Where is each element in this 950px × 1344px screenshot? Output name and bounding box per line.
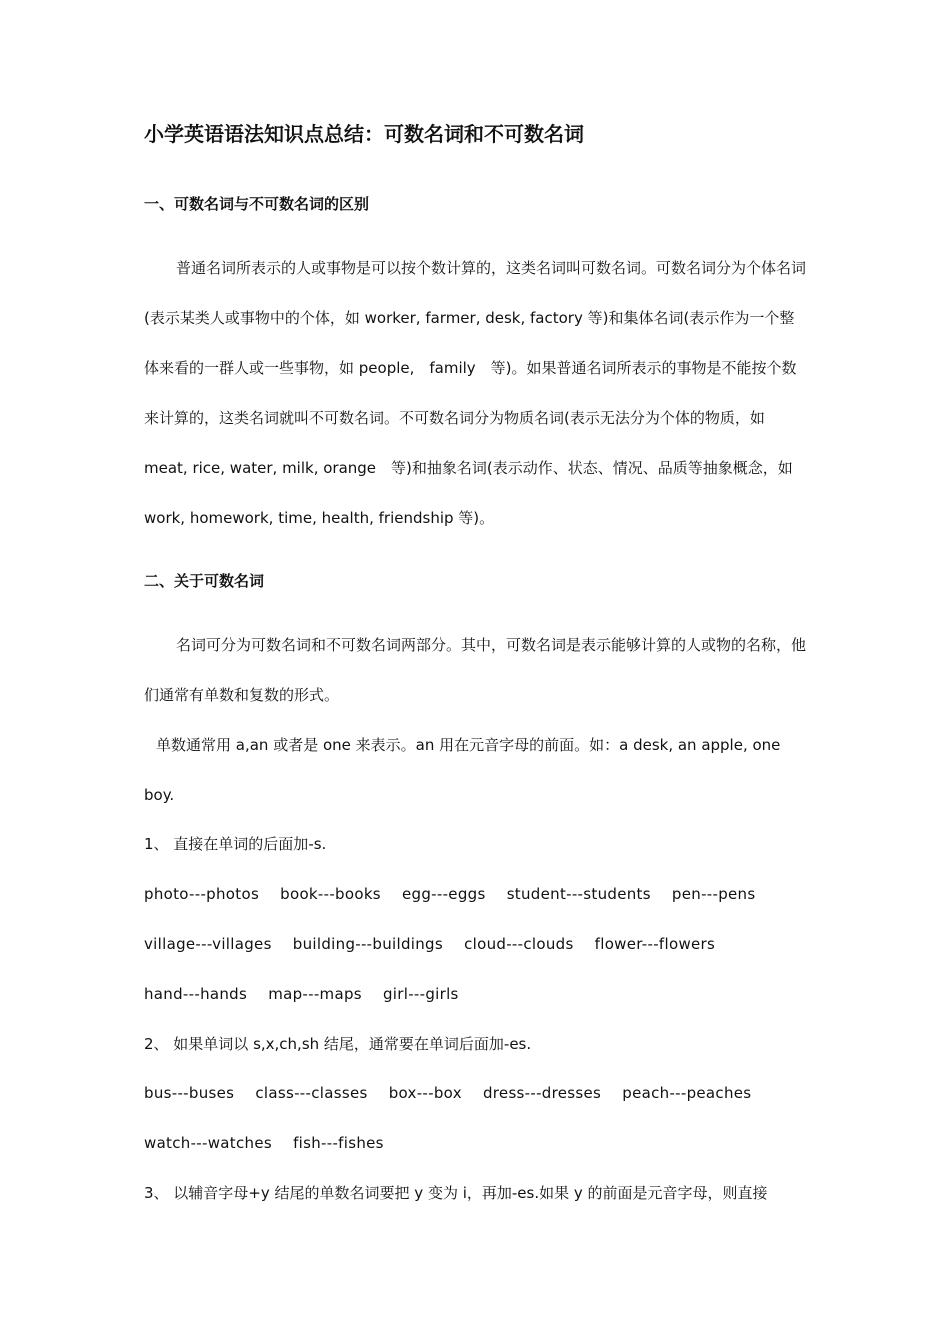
rule-2-text: 2、 如果单词以 s,x,ch,sh 结尾，通常要在单词后面加-es. [144, 1035, 532, 1053]
word-pair: student---students [506, 885, 651, 903]
word-pair: watch---watches [144, 1134, 272, 1152]
document-title: 小学英语语法知识点总结：可数名词和不可数名词 [144, 122, 584, 146]
word-pair: bus---buses [144, 1084, 235, 1102]
section-2-heading: 二、关于可数名词 [144, 572, 265, 590]
word-pair: hand---hands [144, 985, 248, 1003]
word-pair: class---classes [255, 1084, 368, 1102]
word-pair: fish---fishes [293, 1134, 384, 1152]
rule-1-examples-row-1 [144, 882, 771, 906]
word-pair: peach---peaches [622, 1084, 752, 1102]
word-pair: photo---photos [144, 885, 260, 903]
rule-2-examples-row-2 [144, 1131, 400, 1155]
word-pair: book---books [280, 885, 381, 903]
word-pair: village---villages [144, 935, 272, 953]
word-pair: cloud---clouds [464, 935, 574, 953]
rule-3-text: 3、 以辅音字母+y 结尾的单数名词要把 y 变为 i，再加-es.如果 y 的前面是元音字母，则直接 [144, 1184, 768, 1202]
word-pair: dress---dresses [482, 1084, 602, 1102]
section-2-paragraph-1: 名词可分为可数名词和不可数名词两部分。其中，可数名词是表示能够计算的人或物的名称，他们通常有单数和复数的形式。 [144, 636, 807, 704]
rule-1-text: 1、 直接在单词的后面加-s. [144, 835, 327, 853]
rule-2-examples-row-1 [144, 1081, 767, 1105]
rule-1-examples-row-3 [144, 982, 475, 1006]
word-pair: girl---girls [382, 985, 459, 1003]
word-pair: box---box [388, 1084, 462, 1102]
word-pair: building---buildings [292, 935, 443, 953]
word-pair: map---maps [268, 985, 362, 1003]
section-2-paragraph-2: 单数通常用 a,an 或者是 one 来表示。an 用在元音字母的前面。如：a desk, an apple, one boy. [144, 736, 781, 804]
word-pair: egg---eggs [402, 885, 486, 903]
word-pair: pen---pens [671, 885, 756, 903]
rule-1-examples-row-2 [144, 932, 731, 956]
section-1-heading: 一、可数名词与不可数名词的区别 [144, 195, 370, 213]
word-pair: flower---flowers [594, 935, 716, 953]
section-1-paragraph: 普通名词所表示的人或事物是可以按个数计算的，这类名词叫可数名词。可数名词分为个体名词(表示某类人或事物中的个体，如 worker, farmer, desk, factory 等)和集体名词(表示作为一个整体来看的一群人或一些事物，如 people, family 等)。如果普通名词所表示的事物是不能按个数来计算的，这类名词就叫不可数名词。不可数名词分为物质名词(表示无法分为个体的物质，如 meat, rice, water, milk, orange 等)和抽象名词(表示动作、状态、情况、品质等抽象概念，如 work, homework, time, health, friendship 等)。 [144, 259, 807, 527]
